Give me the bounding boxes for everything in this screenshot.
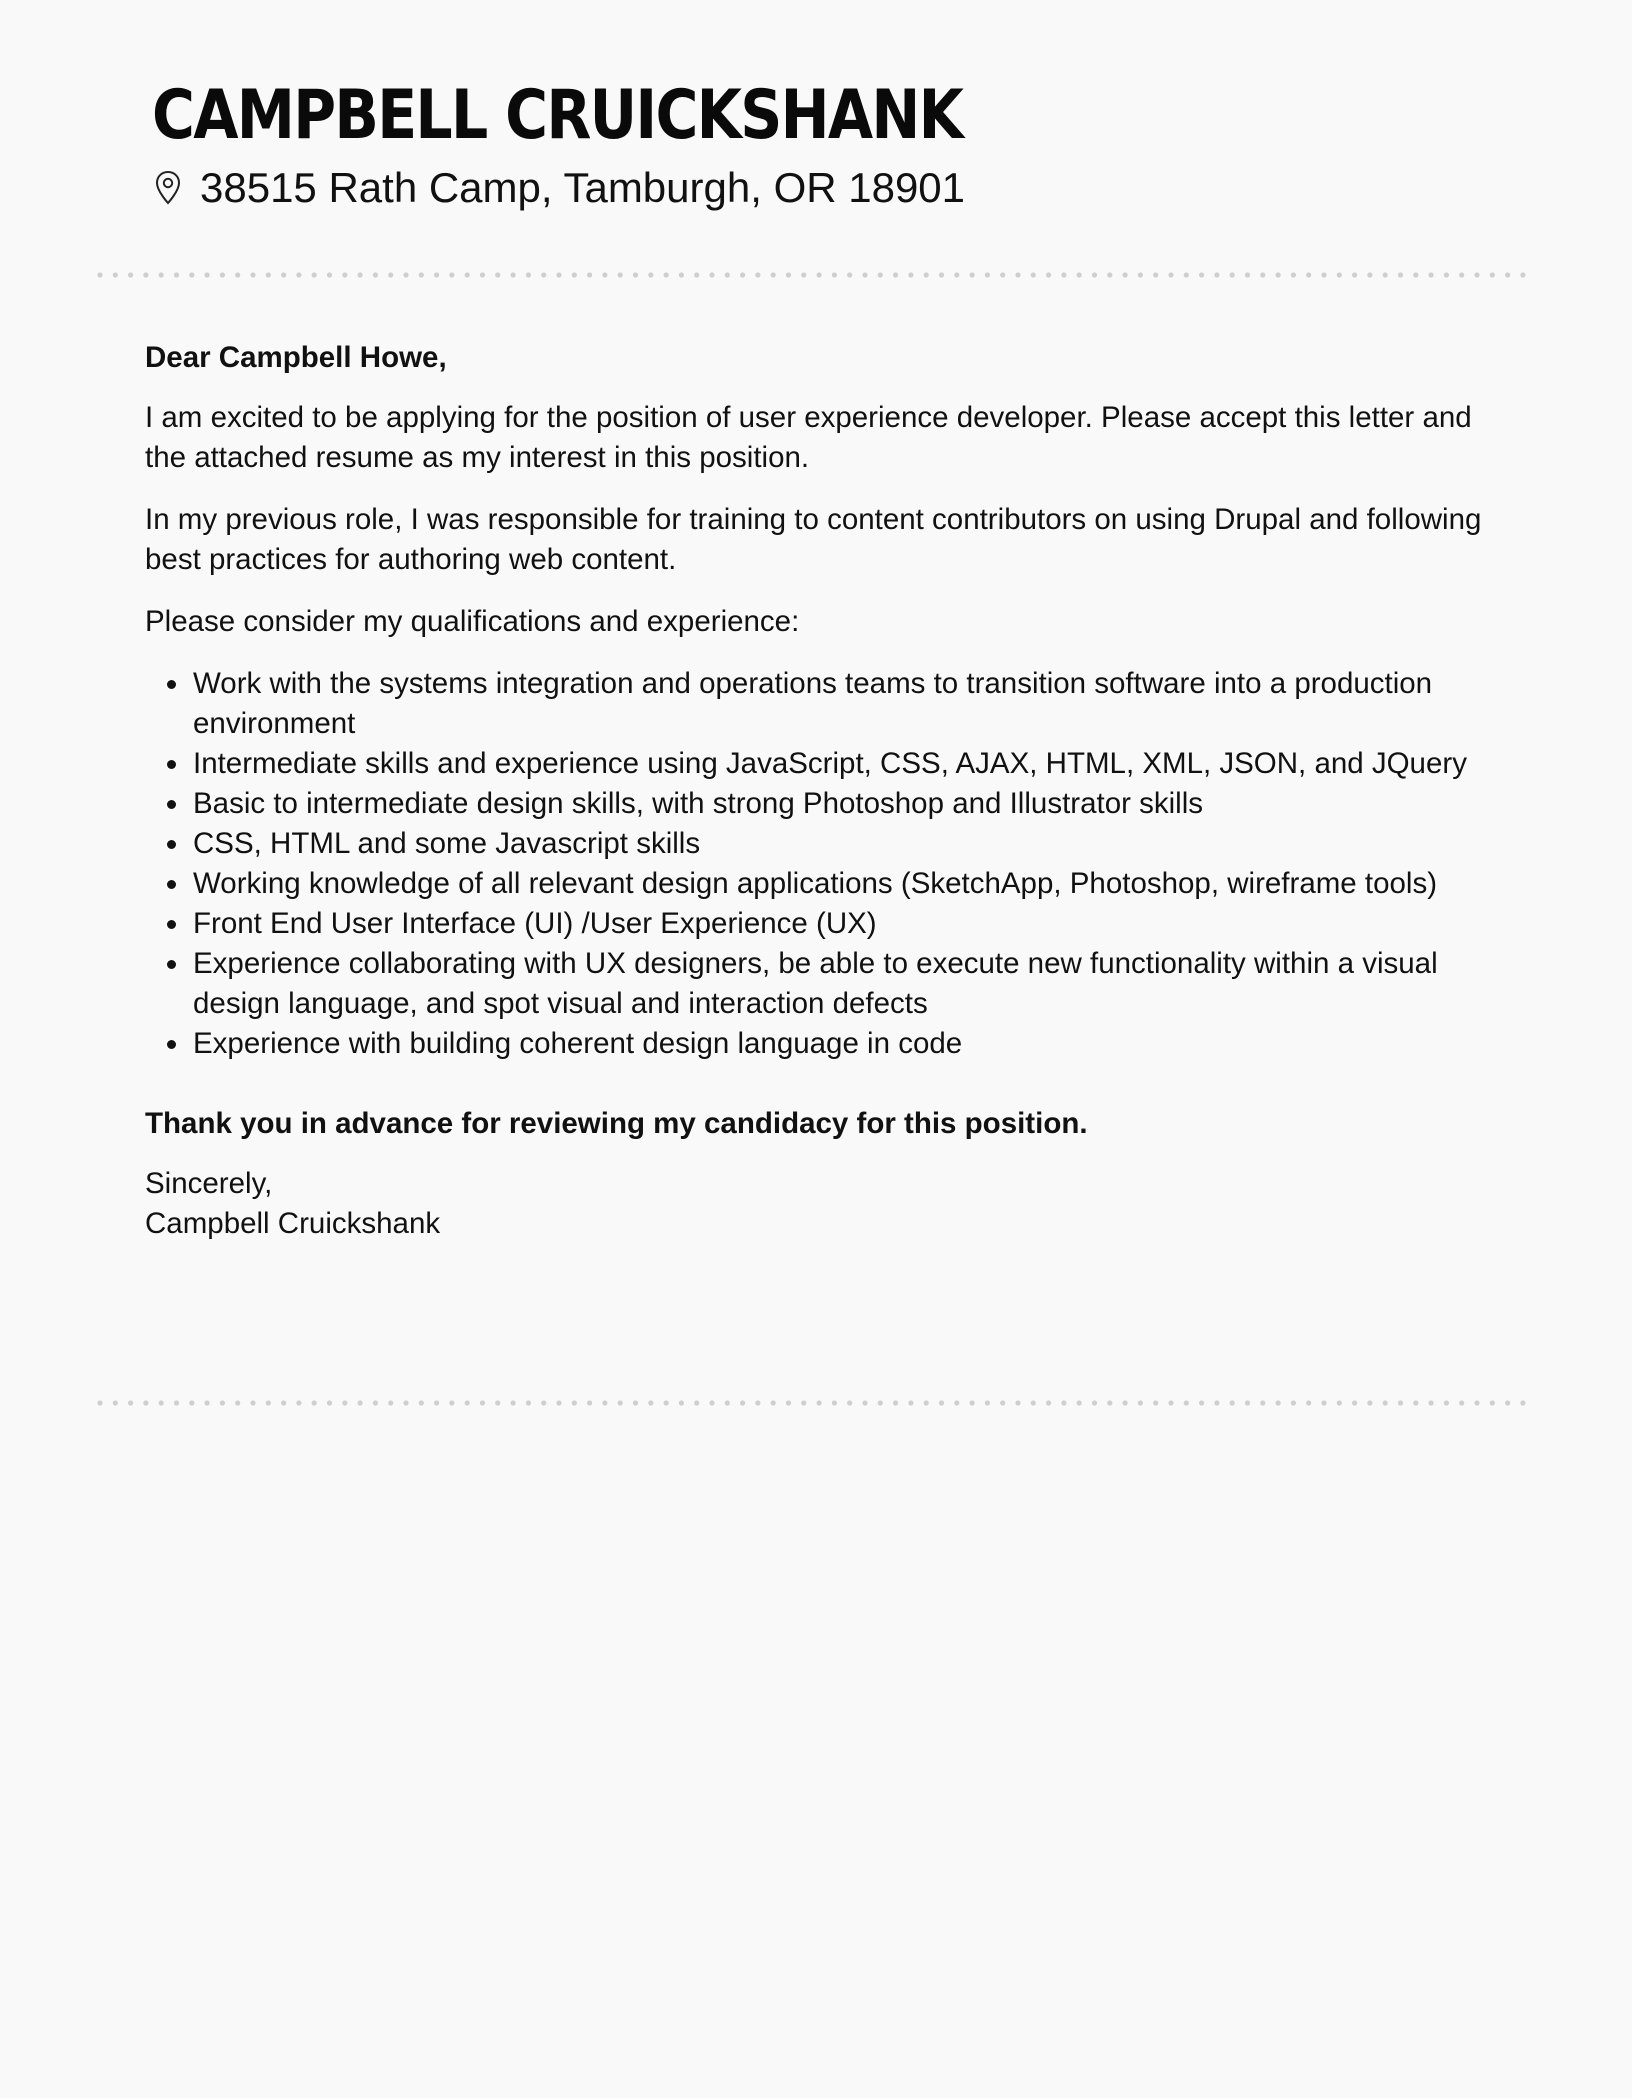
list-item: Front End User Interface (UI) /User Experience (UX) xyxy=(193,904,1495,944)
qualifications-list xyxy=(145,664,1495,1064)
signoff: Sincerely, xyxy=(145,1167,273,1200)
list-item: Work with the systems integration and operations teams to transition software into a production environment xyxy=(193,664,1495,744)
list-item: CSS, HTML and some Javascript skills xyxy=(193,824,1495,864)
list-item: Experience with building coherent design language in code xyxy=(193,1024,1495,1064)
address-row xyxy=(154,164,965,212)
map-pin-icon xyxy=(154,170,182,206)
applicant-name: CAMPBELL CRUICKSHANK xyxy=(152,76,963,155)
list-item: Basic to intermediate design skills, with strong Photoshop and Illustrator skills xyxy=(193,784,1495,824)
divider-top xyxy=(96,271,1536,279)
qualifications-intro: Please consider my qualifications and experience: xyxy=(145,605,800,638)
signature-name: Campbell Cruickshank xyxy=(145,1207,441,1240)
letter-body xyxy=(145,338,1495,1244)
address-text: 38515 Rath Camp, Tamburgh, OR 18901 xyxy=(200,164,966,211)
paragraph-2: In my previous role, I was responsible for training to content contributors on using Drupal and following best practices for authoring web content. xyxy=(145,503,1482,576)
greeting: Dear Campbell Howe, xyxy=(145,341,447,374)
list-item: Experience collaborating with UX designers, be able to execute new functionality within a visual design language, and spot visual and interaction defects xyxy=(193,944,1495,1024)
closing-statement: Thank you in advance for reviewing my candidacy for this position. xyxy=(145,1107,1088,1140)
divider-bottom xyxy=(96,1399,1536,1407)
list-item: Intermediate skills and experience using JavaScript, CSS, AJAX, HTML, XML, JSON, and JQuery xyxy=(193,744,1495,784)
list-item: Working knowledge of all relevant design applications (SketchApp, Photoshop, wireframe tools) xyxy=(193,864,1495,904)
paragraph-1: I am excited to be applying for the position of user experience developer. Please accept this letter and the attached resume as my interest in this position. xyxy=(145,401,1472,474)
